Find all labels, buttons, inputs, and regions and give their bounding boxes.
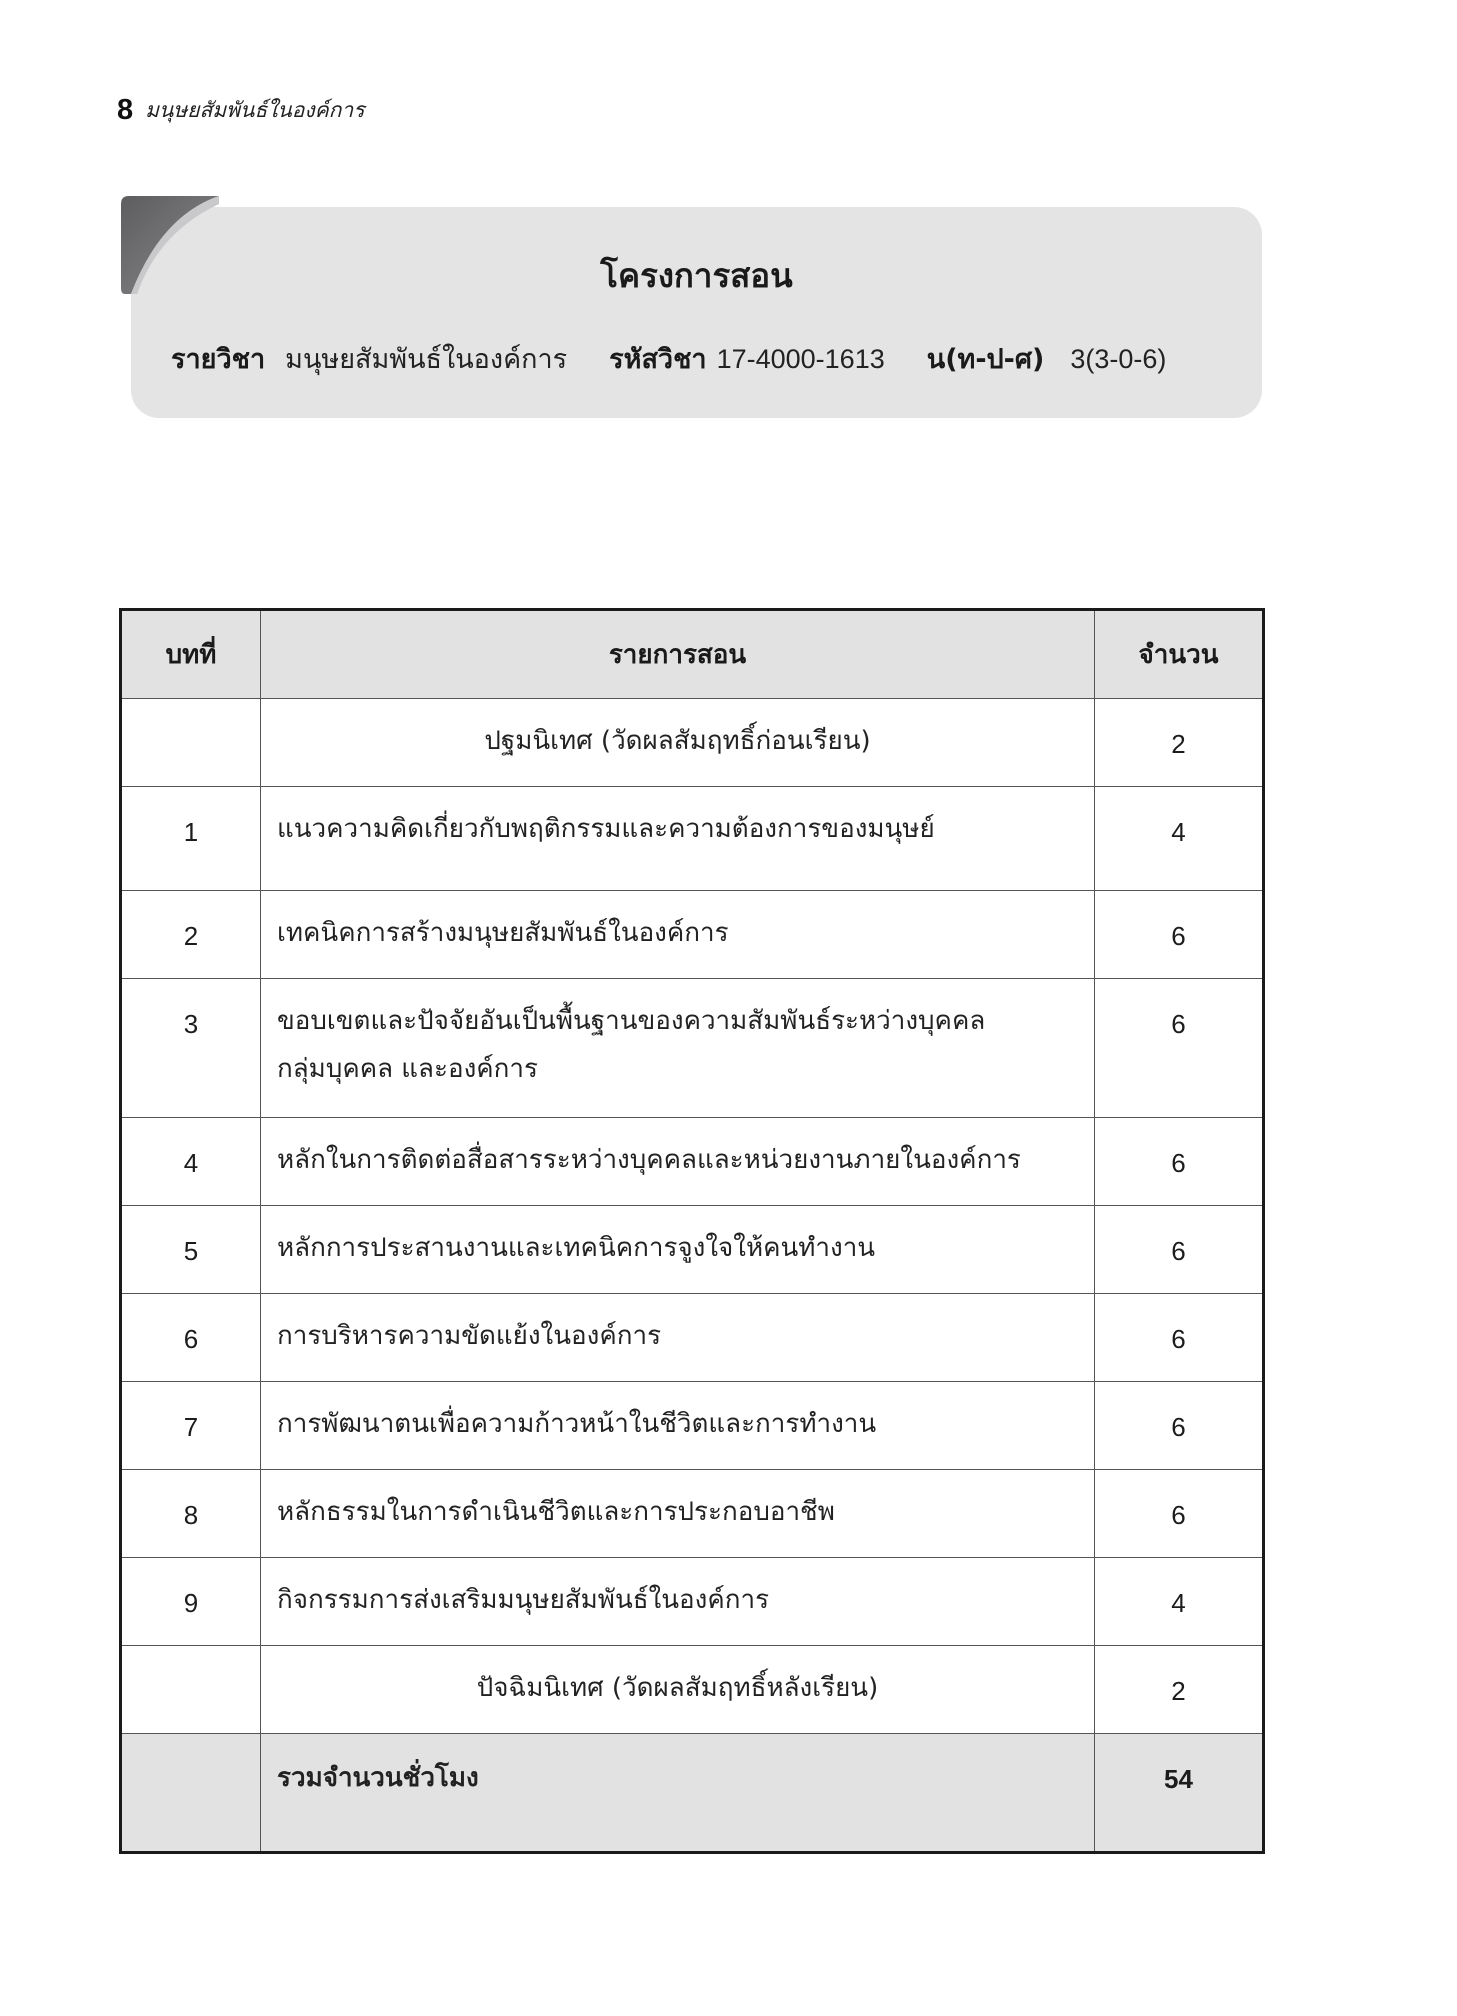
total-hours: 54 bbox=[1095, 1734, 1264, 1853]
hours-cell: 6 bbox=[1095, 891, 1264, 979]
table-row bbox=[121, 1206, 1264, 1294]
page-title: โครงการสอน bbox=[600, 256, 793, 295]
chapter-cell bbox=[121, 1646, 261, 1734]
hours-cell: 4 bbox=[1095, 787, 1264, 891]
chapter-cell: 6 bbox=[121, 1294, 261, 1382]
table-row bbox=[121, 1558, 1264, 1646]
topic-cell: หลักในการติดต่อสื่อสารระหว่างบุคคลและหน่วยงานภายในองค์การ bbox=[261, 1118, 1095, 1206]
chapter-cell: 7 bbox=[121, 1382, 261, 1470]
chapter-cell: 1 bbox=[121, 787, 261, 891]
topic-line: กลุ่มบุคคล และองค์การ bbox=[277, 1054, 538, 1084]
header-topic: รายการสอน bbox=[261, 610, 1095, 699]
hours-cell: 6 bbox=[1095, 1118, 1264, 1206]
hours-cell: 4 bbox=[1095, 1558, 1264, 1646]
hours-cell: 6 bbox=[1095, 1294, 1264, 1382]
topic-cell: ปัจฉิมนิเทศ (วัดผลสัมฤทธิ์หลังเรียน) bbox=[261, 1646, 1095, 1734]
table-row bbox=[121, 979, 1264, 1118]
topic-cell: ปฐมนิเทศ (วัดผลสัมฤทธิ์ก่อนเรียน) bbox=[261, 699, 1095, 787]
topic-cell: หลักธรรมในการดำเนินชีวิตและการประกอบอาชีพ bbox=[261, 1470, 1095, 1558]
table-row bbox=[121, 1294, 1264, 1382]
subject-value: มนุษยสัมพันธ์ในองค์การ bbox=[285, 344, 568, 375]
table-row bbox=[121, 699, 1264, 787]
table-row bbox=[121, 1382, 1264, 1470]
credit-value: 3(3-0-6) bbox=[1070, 344, 1167, 374]
header-hours: จำนวน bbox=[1095, 610, 1264, 699]
hours-cell: 6 bbox=[1095, 1470, 1264, 1558]
total-empty-cell bbox=[121, 1734, 261, 1853]
topic-cell: การบริหารความขัดแย้งในองค์การ bbox=[261, 1294, 1095, 1382]
total-label: รวมจำนวนชั่วโมง bbox=[261, 1734, 1095, 1853]
corner-tab-decoration bbox=[121, 196, 219, 294]
chapter-cell: 4 bbox=[121, 1118, 261, 1206]
topic-line: ขอบเขตและปัจจัยอันเป็นพื้นฐานของความสัมพันธ์ระหว่างบุคคล bbox=[277, 1006, 986, 1036]
chapter-cell bbox=[121, 699, 261, 787]
chapter-cell: 2 bbox=[121, 891, 261, 979]
table-row bbox=[121, 787, 1264, 891]
table-row bbox=[121, 891, 1264, 979]
topic-cell: กิจกรรมการส่งเสริมมนุษยสัมพันธ์ในองค์การ bbox=[261, 1558, 1095, 1646]
topic-cell bbox=[261, 979, 1095, 1118]
chapter-cell: 3 bbox=[121, 979, 261, 1118]
course-code-value: 17-4000-1613 bbox=[716, 344, 885, 374]
chapter-cell: 9 bbox=[121, 1558, 261, 1646]
chapter-cell: 5 bbox=[121, 1206, 261, 1294]
hours-cell: 2 bbox=[1095, 1646, 1264, 1734]
credit-label: น(ท-ป-ศ) bbox=[926, 344, 1045, 375]
teaching-schedule-table bbox=[119, 608, 1265, 1854]
total-row bbox=[121, 1734, 1264, 1853]
topic-cell: แนวความคิดเกี่ยวกับพฤติกรรมและความต้องการของมนุษย์ bbox=[261, 787, 1095, 891]
page-number: 8 bbox=[117, 93, 134, 126]
hours-cell: 6 bbox=[1095, 1382, 1264, 1470]
header-chapter: บทที่ bbox=[121, 610, 261, 699]
table-row bbox=[121, 1646, 1264, 1734]
table-row bbox=[121, 1470, 1264, 1558]
topic-cell: การพัฒนาตนเพื่อความก้าวหน้าในชีวิตและการทำงาน bbox=[261, 1382, 1095, 1470]
course-info-line bbox=[171, 337, 1232, 380]
running-title: มนุษยสัมพันธ์ในองค์การ bbox=[145, 97, 365, 122]
course-code-label: รหัสวิชา bbox=[609, 344, 707, 375]
course-outline-heading-box bbox=[131, 207, 1262, 418]
table-header-row bbox=[121, 610, 1264, 699]
hours-cell: 2 bbox=[1095, 699, 1264, 787]
table-row bbox=[121, 1118, 1264, 1206]
hours-cell: 6 bbox=[1095, 979, 1264, 1118]
subject-label: รายวิชา bbox=[171, 344, 266, 375]
topic-cell: หลักการประสานงานและเทคนิคการจูงใจให้คนทำงาน bbox=[261, 1206, 1095, 1294]
chapter-cell: 8 bbox=[121, 1470, 261, 1558]
hours-cell: 6 bbox=[1095, 1206, 1264, 1294]
running-header bbox=[117, 90, 364, 130]
topic-cell: เทคนิคการสร้างมนุษยสัมพันธ์ในองค์การ bbox=[261, 891, 1095, 979]
